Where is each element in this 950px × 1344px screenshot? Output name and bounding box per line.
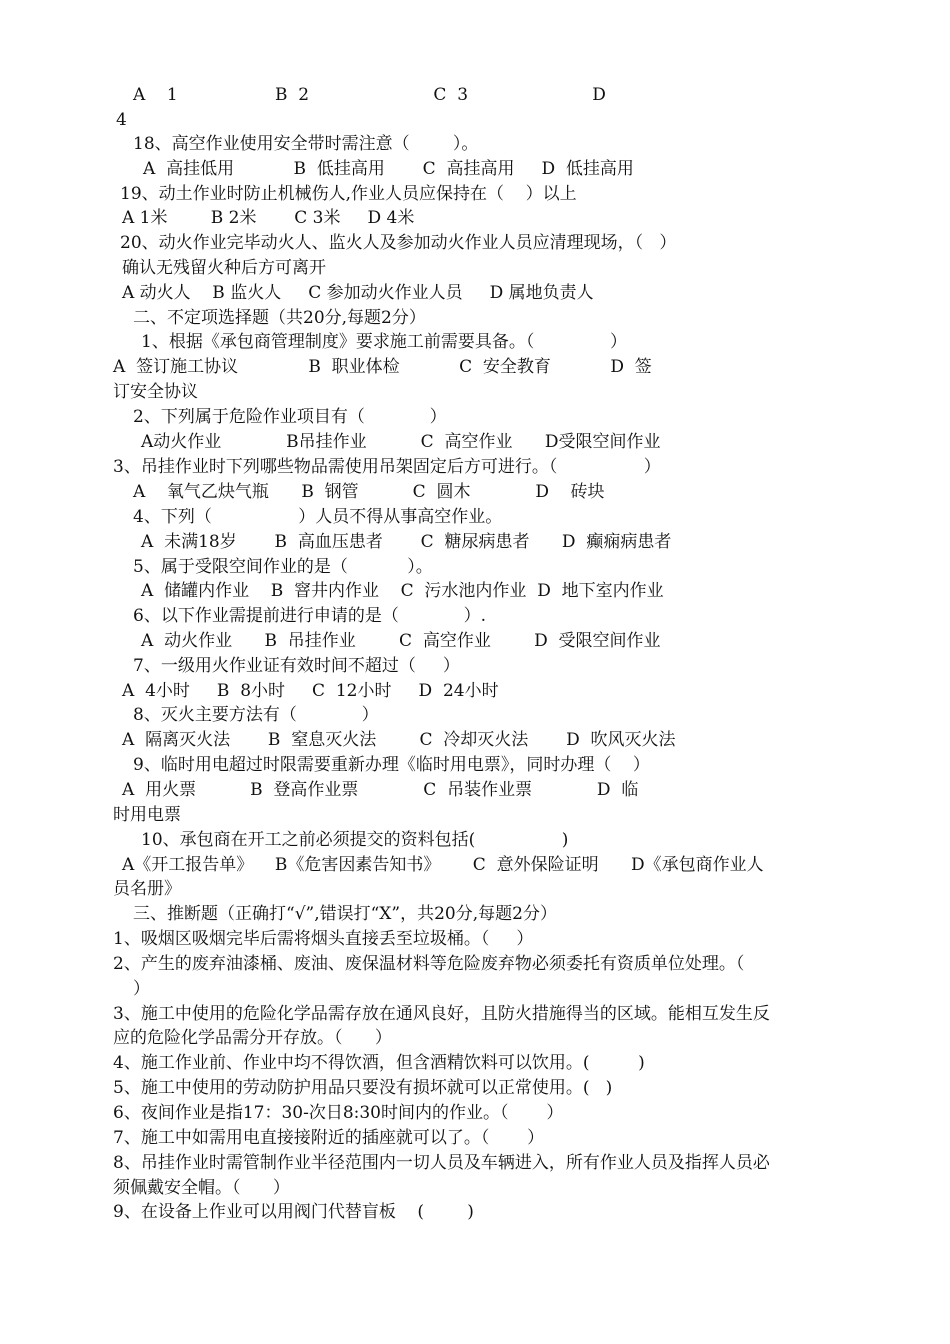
- s2-q6-question: 6、以下作业需提前进行申请的是（ ）.: [133, 606, 487, 626]
- q20-question-line2: 确认无残留火种后方可离开: [122, 258, 326, 278]
- s2-q1-options-line1: A 签订施工协议 B 职业体检 C 安全教育 D 签: [113, 357, 652, 377]
- s3-q8-line1: 8、吊挂作业时需管制作业半径范围内一切人员及车辆进入，所有作业人员及指挥人员必: [113, 1153, 770, 1173]
- s2-q2-question: 2、下列属于危险作业项目有（ ）: [133, 407, 447, 427]
- q19-question: 19、动土作业时防止机械伤人,作业人员应保持在（ ）以上: [120, 184, 577, 204]
- s2-q7-question: 7、一级用火作业证有效时间不超过（ ）: [133, 656, 460, 676]
- s3-q7: 7、施工中如需用电直接接附近的插座就可以了。（ ）: [113, 1128, 545, 1148]
- s3-q3-line2: 应的危险化学品需分开存放。（ ）: [113, 1028, 392, 1048]
- s2-q9-question: 9、临时用电超过时限需要重新办理《临时用电票》，同时办理（ ）: [133, 755, 650, 775]
- s2-q10-options-line1: A《开工报告单》 B《危害因素告知书》 C 意外保险证明 D《承包商作业人: [122, 855, 764, 875]
- q18-options: A 高挂低用 B 低挂高用 C 高挂高用 D 低挂高用: [143, 159, 634, 179]
- s2-q10-options-line2: 员名册》: [113, 879, 181, 899]
- s2-q3-options: A 氧气乙炔气瓶 B 钢管 C 圆木 D 砖块: [133, 482, 605, 502]
- s2-q10-question: 10、承包商在开工之前必须提交的资料包括( ): [141, 830, 569, 850]
- q20-question-line1: 20、动火作业完毕动火人、监火人及参加动火作业人员应清理现场，（ ）: [120, 233, 677, 253]
- q19-options: A 1米 B 2米 C 3米 D 4米: [122, 208, 415, 228]
- s2-q9-options-line2: 时用电票: [113, 805, 181, 825]
- s3-q4: 4、施工作业前、作业中均不得饮酒，但含酒精饮料可以饮用。( ): [113, 1053, 645, 1073]
- section3-heading: 三、推断题（正确打“√”,错误打“X”，共20分,每题2分）: [133, 904, 557, 924]
- s2-q3-question: 3、吊挂作业时下列哪些物品需使用吊架固定后方可进行。（ ）: [113, 457, 661, 477]
- s2-q4-options: A 未满18岁 B 高血压患者 C 糖尿病患者 D 癫痫病患者: [141, 532, 672, 552]
- s2-q8-options: A 隔离灭火法 B 窒息灭火法 C 冷却灭火法 D 吹风灭火法: [122, 730, 676, 750]
- q17-options-line1: A 1 B 2 C 3 D: [133, 85, 606, 105]
- s2-q5-options: A 储罐内作业 B 窨井内作业 C 污水池内作业 D 地下室内作业: [141, 581, 664, 601]
- s2-q4-question: 4、下列（ ）人员不得从事高空作业。: [133, 507, 503, 527]
- q18-question: 18、高空作业使用安全带时需注意（ ）。: [133, 134, 479, 154]
- s2-q8-question: 8、灭火主要方法有（ ）: [133, 705, 379, 725]
- s2-q5-question: 5、属于受限空间作业的是（ ）。: [133, 557, 433, 577]
- s2-q9-options-line1: A 用火票 B 登高作业票 C 吊装作业票 D 临: [122, 780, 639, 800]
- s2-q1-question: 1、根据《承包商管理制度》要求施工前需要具备。（ ）: [141, 332, 627, 352]
- s3-q6: 6、夜间作业是指17：30-次日8:30时间内的作业。（ ）: [113, 1103, 564, 1123]
- s3-q5: 5、施工中使用的劳动防护用品只要没有损坏就可以正常使用。( ): [113, 1078, 613, 1098]
- q17-options-line2: 4: [116, 110, 127, 130]
- s2-q7-options: A 4小时 B 8小时 C 12小时 D 24小时: [122, 681, 499, 701]
- s3-q3-line1: 3、施工中使用的危险化学品需存放在通风良好，且防火措施得当的区域。能相互发生反: [113, 1004, 770, 1024]
- s2-q2-options: A动火作业 B吊挂作业 C 高空作业 D受限空间作业: [141, 432, 661, 452]
- s3-q9: 9、在设备上作业可以用阀门代替盲板 ( ): [113, 1202, 474, 1222]
- section2-heading: 二、不定项选择题（共20分,每题2分）: [133, 308, 426, 328]
- s2-q1-options-line2: 订安全协议: [113, 382, 198, 402]
- s2-q6-options: A 动火作业 B 吊挂作业 C 高空作业 D 受限空间作业: [141, 631, 661, 651]
- q20-options: A 动火人 B 监火人 C 参加动火作业人员 D 属地负责人: [122, 283, 594, 303]
- s3-q8-line2: 须佩戴安全帽。（ ）: [113, 1178, 290, 1198]
- s3-q2-line2: ）: [133, 979, 150, 999]
- s3-q2-line1: 2、产生的废弃油漆桶、废油、废保温材料等危险废弃物必须委托有资质单位处理。（: [113, 954, 745, 974]
- s3-q1: 1、吸烟区吸烟完毕后需将烟头直接丢至垃圾桶。（ ）: [113, 929, 534, 949]
